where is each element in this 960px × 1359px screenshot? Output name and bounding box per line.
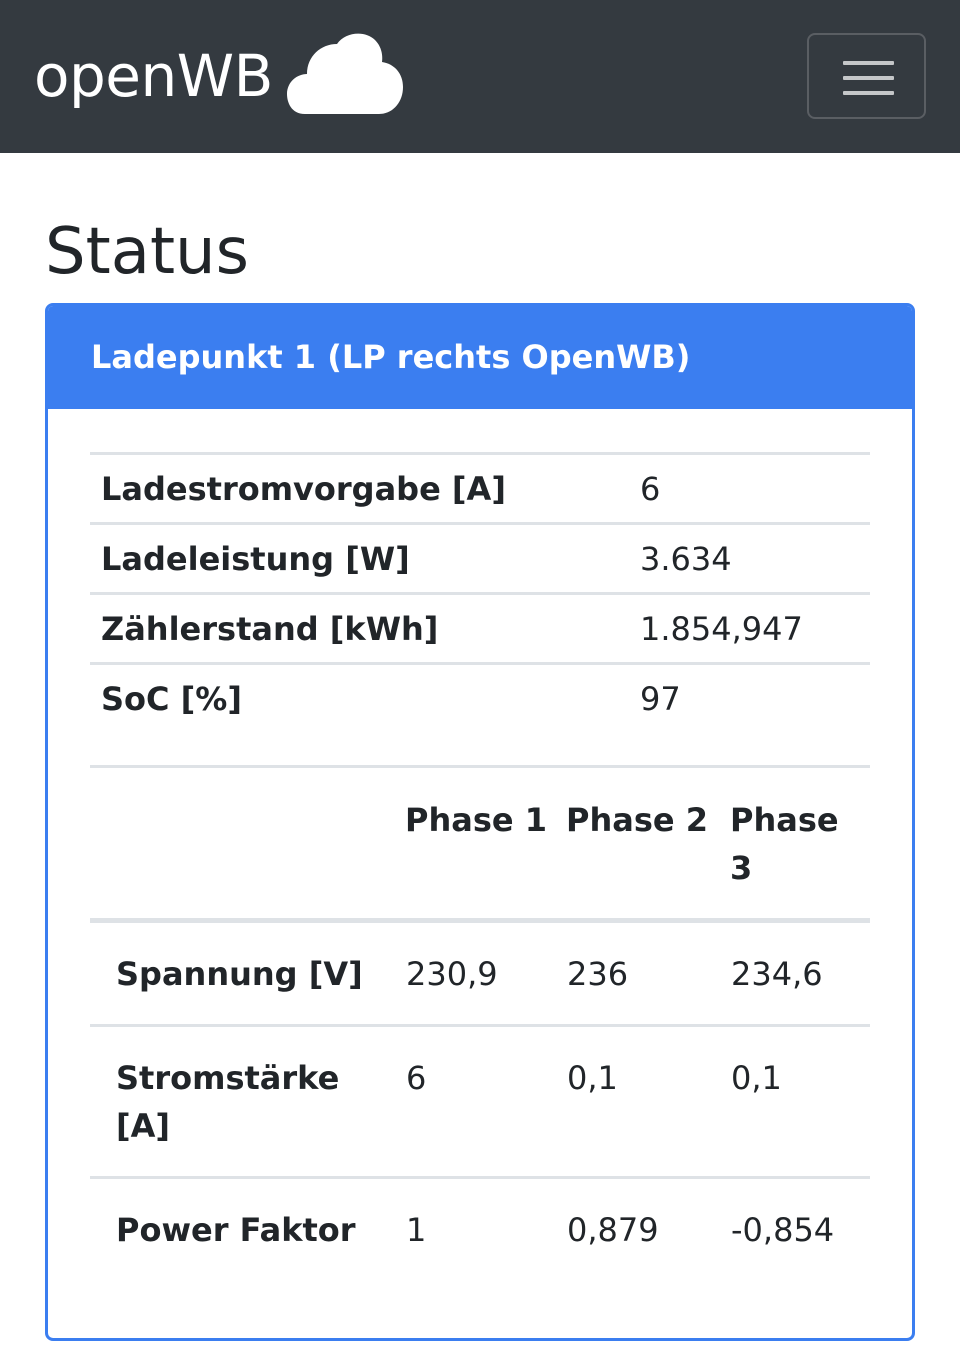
brand-link[interactable]	[34, 38, 403, 114]
phase-header: Phase 2	[566, 767, 730, 921]
summary-value: 6	[629, 454, 870, 524]
table-row	[90, 921, 870, 1026]
table-row	[90, 1178, 870, 1281]
table-row	[90, 454, 870, 524]
table-row	[90, 594, 870, 664]
row-label: Power Faktor	[116, 1211, 356, 1249]
phase-header: Phase 3	[730, 767, 870, 921]
summary-value: 3.634	[629, 524, 870, 594]
cloud-icon	[287, 32, 403, 114]
phase-table	[90, 765, 870, 1280]
menu-toggle-button[interactable]	[807, 33, 926, 119]
cell-value: 0,1	[730, 1026, 870, 1178]
cell-value: 234,6	[730, 921, 870, 1026]
cell-value: 0,1	[566, 1026, 730, 1178]
summary-label: Zählerstand [kWh]	[90, 594, 629, 664]
summary-value: 1.854,947	[629, 594, 870, 664]
hamburger-menu-icon	[843, 61, 894, 95]
phase-header-empty	[90, 767, 405, 921]
card-header: Ladepunkt 1 (LP rechts OpenWB)	[48, 306, 912, 409]
summary-label: Ladestromvorgabe [A]	[90, 454, 629, 524]
cell-value: -0,854	[731, 1211, 835, 1249]
summary-label: SoC [%]	[90, 664, 629, 734]
summary-label: Ladeleistung [W]	[90, 524, 629, 594]
table-row	[90, 664, 870, 734]
chargepoint-card	[45, 303, 915, 1341]
table-row	[90, 1026, 870, 1178]
summary-table	[90, 452, 870, 734]
page-title: Status	[45, 215, 249, 289]
phase-header-row	[90, 767, 870, 921]
cell-value: 0,879	[567, 1211, 659, 1249]
cell-value: 230,9	[405, 921, 566, 1026]
navbar	[0, 0, 960, 153]
cell-value: 6	[405, 1026, 566, 1178]
brand-text: openWB	[34, 42, 273, 110]
phase-header: Phase 1	[405, 767, 566, 921]
summary-value: 97	[629, 664, 870, 734]
cell-value: 1	[406, 1211, 427, 1249]
cell-value: 236	[566, 921, 730, 1026]
row-label: Stromstärke [A]	[90, 1026, 405, 1178]
row-label: Spannung [V]	[90, 921, 405, 1026]
table-row	[90, 524, 870, 594]
